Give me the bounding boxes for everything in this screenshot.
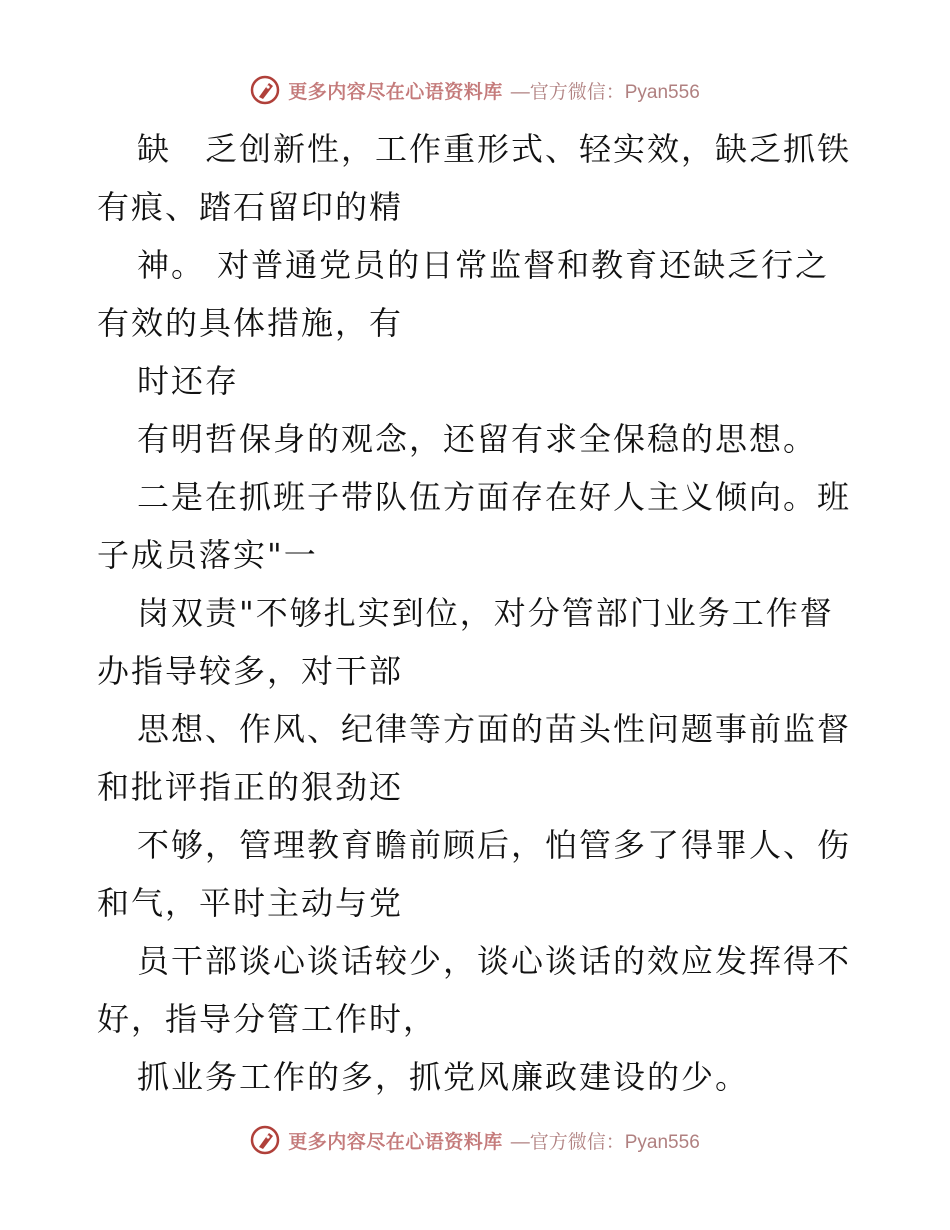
footer-banner	[0, 1120, 950, 1160]
text-line: 不够，管理教育瞻前顾后，怕管多了得罪人、伤	[137, 826, 852, 864]
text-line: 神。 对普通党员的日常监督和教育还缺乏行之	[137, 246, 830, 284]
header-promo-text: 更多内容尽在心语资料库	[288, 80, 503, 103]
text-line: 时还存	[137, 362, 240, 400]
footer-promo-text: 更多内容尽在心语资料库	[288, 1130, 503, 1153]
text-line: 子成员落实"一	[97, 536, 318, 574]
text-line: 缺 乏创新性，工作重形式、轻实效，缺乏抓铁	[137, 130, 852, 168]
text-line: 和气，平时主动与党	[97, 884, 404, 922]
body-text	[97, 120, 857, 1106]
text-line: 有效的具体措施，有	[97, 304, 404, 342]
text-line: 抓业务工作的多，抓党风廉政建设的少。	[137, 1058, 750, 1096]
text-line: 二是在抓班子带队伍方面存在好人主义倾向。班	[137, 478, 852, 516]
header-wechat-text: —官方微信：Pyan556	[510, 81, 700, 103]
text-line: 有明哲保身的观念，还留有求全保稳的思想。	[137, 420, 818, 458]
pen-nib-logo-icon	[250, 75, 280, 105]
text-line: 有痕、踏石留印的精	[97, 188, 404, 226]
text-line: 岗双责"不够扎实到位，对分管部门业务工作督	[137, 594, 834, 632]
pen-nib-logo-icon	[250, 1125, 280, 1155]
text-line: 员干部谈心谈话较少，谈心谈话的效应发挥得不	[137, 942, 852, 980]
header-banner	[0, 70, 950, 110]
text-line: 思想、作风、纪律等方面的苗头性问题事前监督	[137, 710, 852, 748]
text-line: 办指导较多，对干部	[97, 652, 404, 690]
text-line: 好，指导分管工作时，	[97, 1000, 438, 1038]
footer-wechat-text: —官方微信：Pyan556	[510, 1131, 700, 1153]
text-line: 和批评指正的狠劲还	[97, 768, 404, 806]
